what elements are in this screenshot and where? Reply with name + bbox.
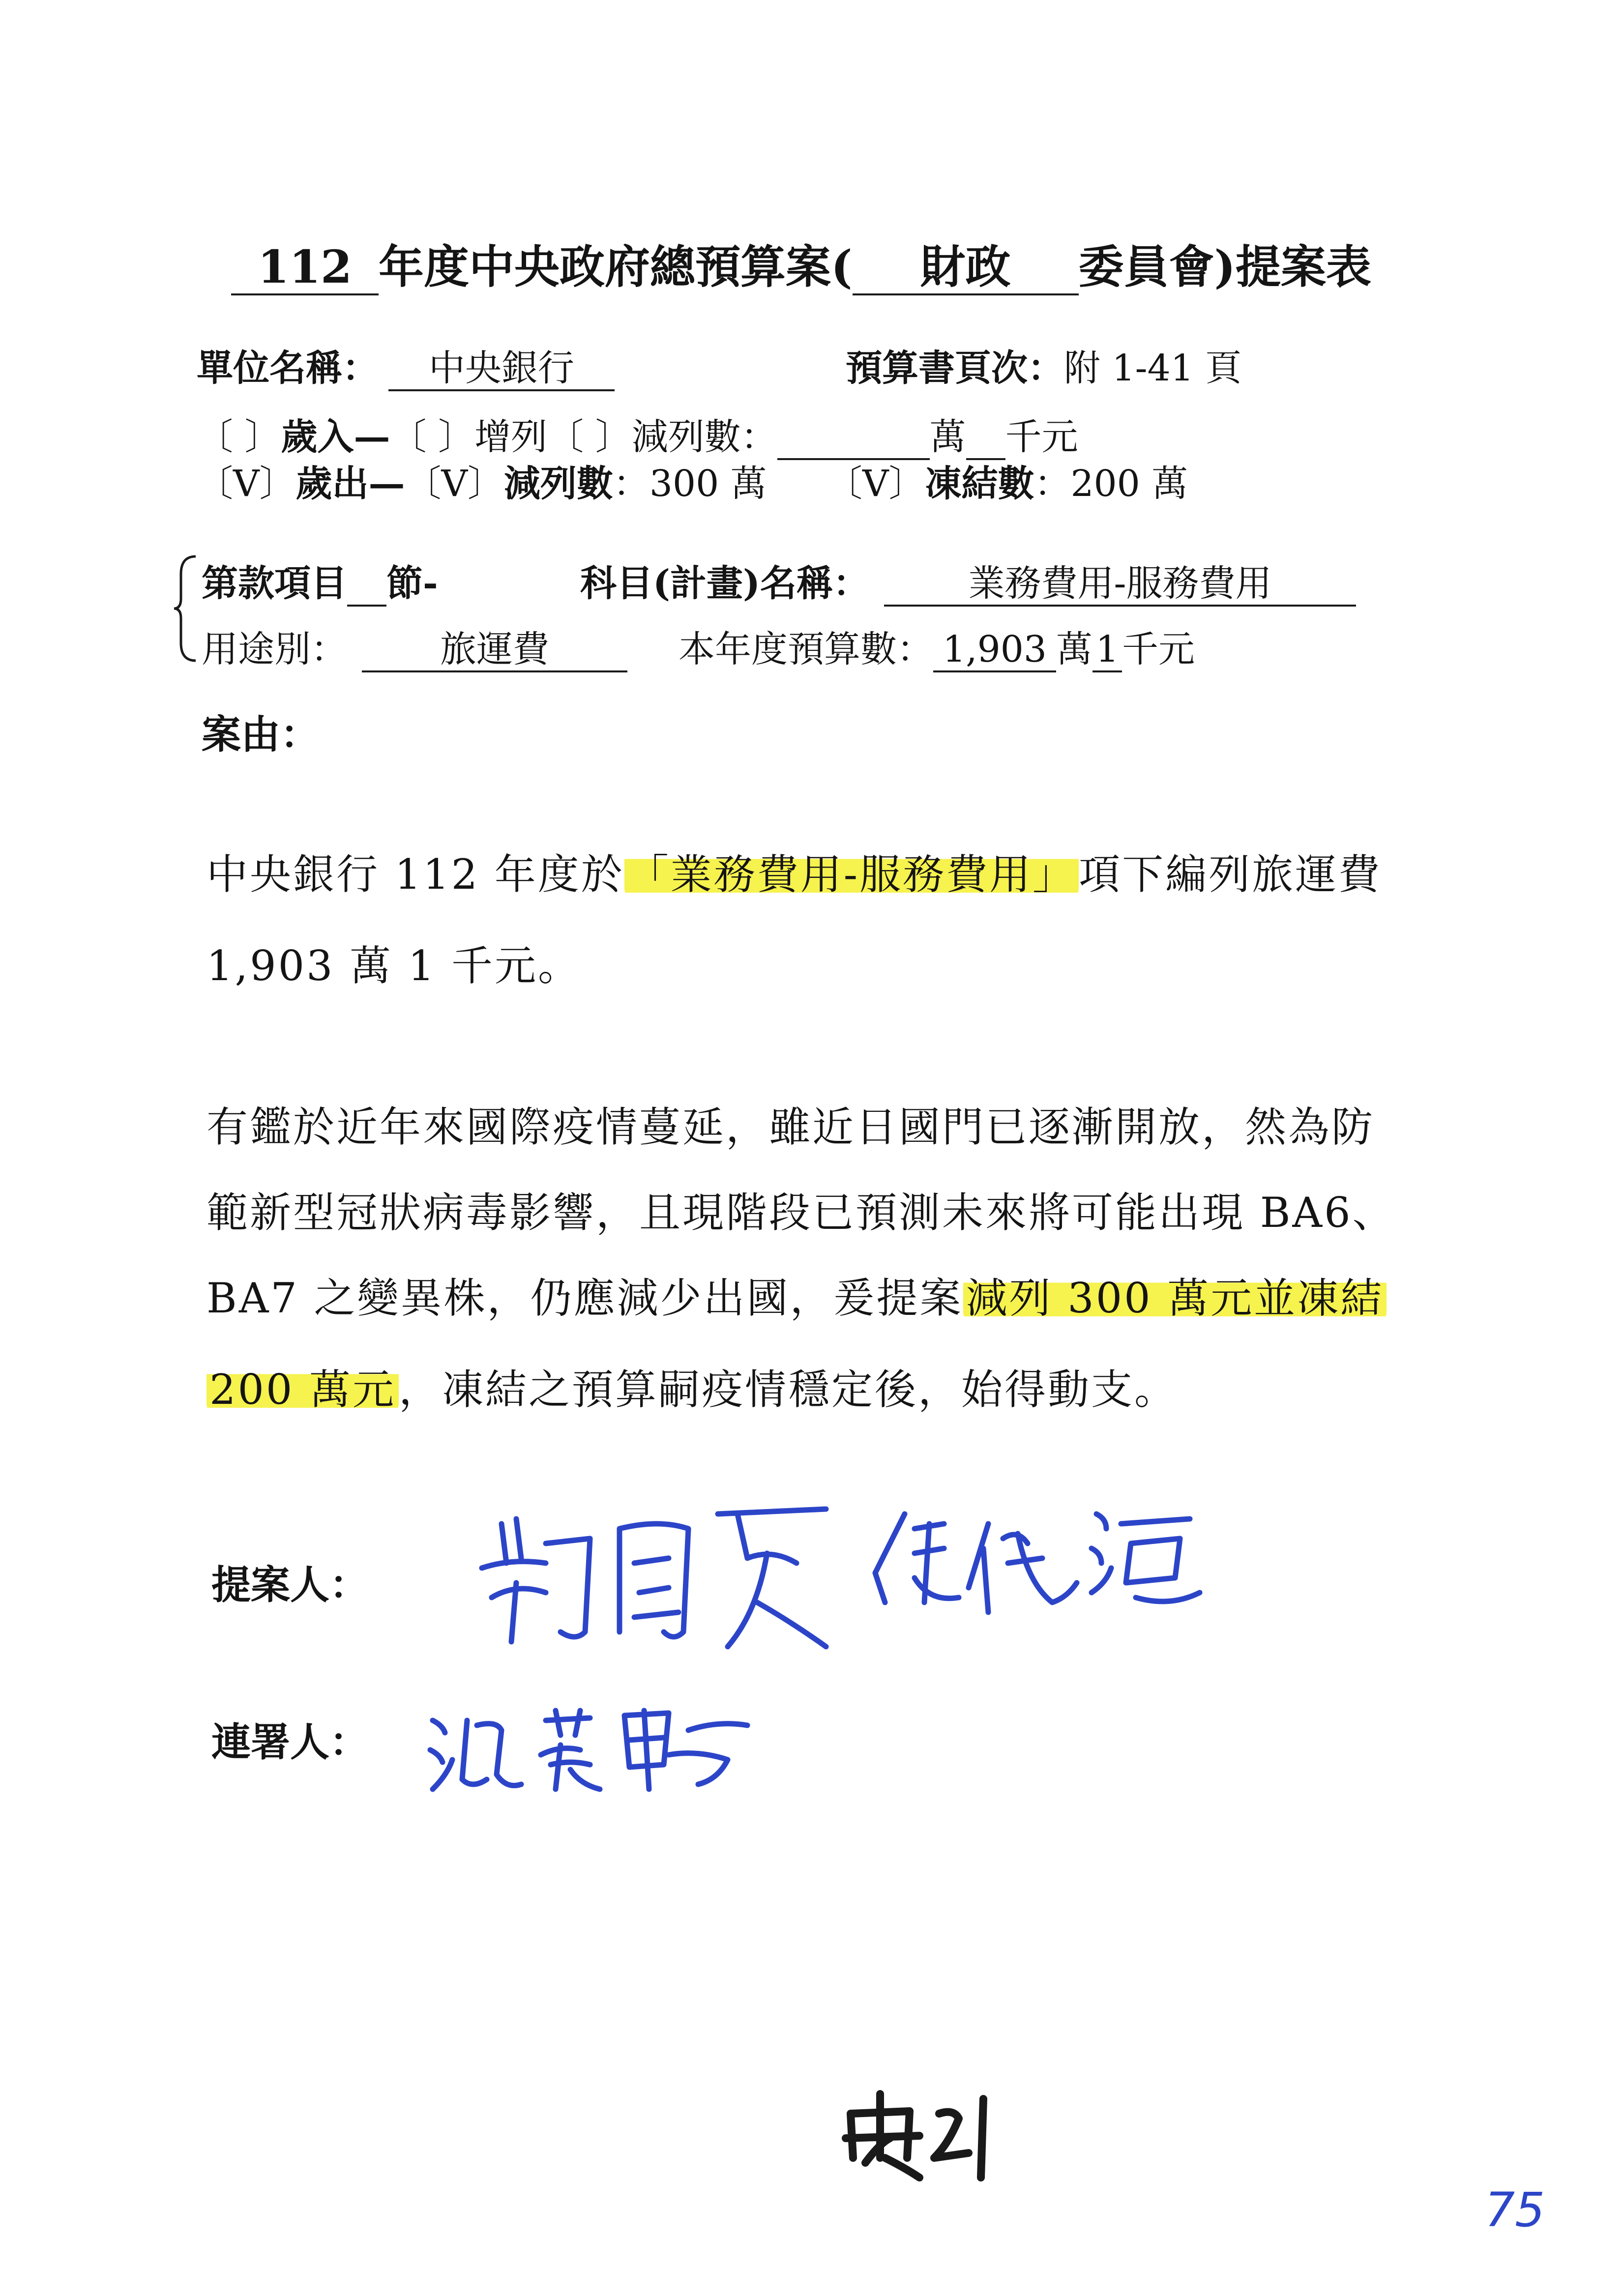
reason-p1-line1 <box>207 842 1382 901</box>
freeze-checkbox: 〔V〕 <box>826 463 925 505</box>
page-ref-value: 附 1-41 頁 <box>1064 347 1242 389</box>
revenue-line <box>197 408 1078 460</box>
revenue-qian-blank <box>966 416 1005 460</box>
section-blank <box>347 563 386 607</box>
highlighted-text: 「業務費用-服務費用」 <box>624 850 1079 899</box>
title-year: 112 <box>231 241 379 295</box>
budget-qian: 千元 <box>1122 628 1195 670</box>
page-ref-row <box>846 339 1241 391</box>
form-title <box>231 231 1371 296</box>
section-row <box>202 554 438 607</box>
subject-row <box>580 554 1356 607</box>
reason-p2-line3 <box>207 1265 1387 1325</box>
section-suffix: 節- <box>386 562 438 605</box>
reason-p2-line2: 範新型冠狀病毒影響，且現階段已預測未來將可能出現 BA6、 <box>207 1189 1396 1237</box>
expense-dec-checkbox: 〔V〕 <box>405 463 504 505</box>
highlighted-text: 200 萬元 <box>207 1366 399 1414</box>
expense-line <box>197 455 767 507</box>
freeze-label: 凍結數 <box>925 463 1034 505</box>
expense-checkbox: 〔V〕 <box>197 463 296 505</box>
cosigner-label: 連署人： <box>211 1719 369 1765</box>
budget-qian-value: 1 <box>1093 629 1122 672</box>
usage-label: 用途別： <box>202 628 347 670</box>
revenue-dec-checkbox: 〔 〕 <box>547 416 632 458</box>
revenue-qian: 千元 <box>1005 416 1078 458</box>
reason-text: ，凍結之預算嗣疫情穩定後，始得動支。 <box>399 1366 1178 1414</box>
budget-wan-value: 1,903 <box>933 629 1056 672</box>
title-committee: 財政 <box>853 241 1079 295</box>
expense-dec-label: 減列數 <box>503 463 613 505</box>
revenue-label: 歲入— <box>281 416 390 458</box>
proposer-signature <box>472 1484 1239 1661</box>
title-part1: 年度中央政府總預算案( <box>379 240 853 293</box>
expense-dec-value: ：300 萬 <box>613 463 767 505</box>
usage-value: 旅運費 <box>362 629 627 672</box>
page-number: 75 <box>1485 2182 1545 2238</box>
revenue-checkbox: 〔 〕 <box>197 416 281 458</box>
proposer-label: 提案人： <box>211 1562 369 1608</box>
cosigner-signature <box>423 1691 777 1799</box>
reason-p2-line4 <box>207 1357 1178 1416</box>
reason-text: 中央銀行 112 年度於 <box>207 850 624 899</box>
revenue-inc-checkbox: 〔 〕 <box>390 416 475 458</box>
title-part2: 委員會)提案表 <box>1078 240 1372 293</box>
reason-p2-line1: 有鑑於近年來國際疫情蔓延，雖近日國門已逐漸開放，然為防 <box>207 1103 1375 1151</box>
reason-label: 案由： <box>202 711 320 757</box>
reason-p1-line2: 1,903 萬 1 千元。 <box>207 942 582 990</box>
unit-value: 中央銀行 <box>388 348 615 391</box>
reason-text: BA7 之變異株，仍應減少出國，爰提案 <box>207 1274 963 1322</box>
freeze-value: ：200 萬 <box>1034 463 1188 505</box>
budget-row <box>679 620 1195 672</box>
revenue-inc-label: 增列 <box>474 416 548 458</box>
subject-label: 科目(計畫)名稱： <box>580 562 870 605</box>
highlighted-text: 減列 300 萬元並凍結 <box>963 1274 1387 1322</box>
page-ref-label: 預算書頁次： <box>846 347 1064 389</box>
revenue-dec-label: 減列數： <box>631 416 777 458</box>
subject-value: 業務費用-服務費用 <box>884 563 1356 607</box>
curly-brace-icon <box>172 554 198 663</box>
freeze-line <box>826 455 1188 507</box>
reason-text: 項下編列旅運費 <box>1079 850 1382 899</box>
budget-wan: 萬 <box>1056 628 1093 670</box>
unit-label: 單位名稱： <box>197 347 379 389</box>
handwritten-mark <box>836 2084 1003 2182</box>
expense-label: 歲出— <box>295 463 405 505</box>
budget-label: 本年度預算數： <box>679 628 933 670</box>
section-label: 第款項目 <box>202 562 347 605</box>
usage-row <box>202 620 627 672</box>
unit-row <box>197 339 615 391</box>
revenue-wan-blank <box>777 416 930 460</box>
revenue-wan: 萬 <box>929 416 966 458</box>
